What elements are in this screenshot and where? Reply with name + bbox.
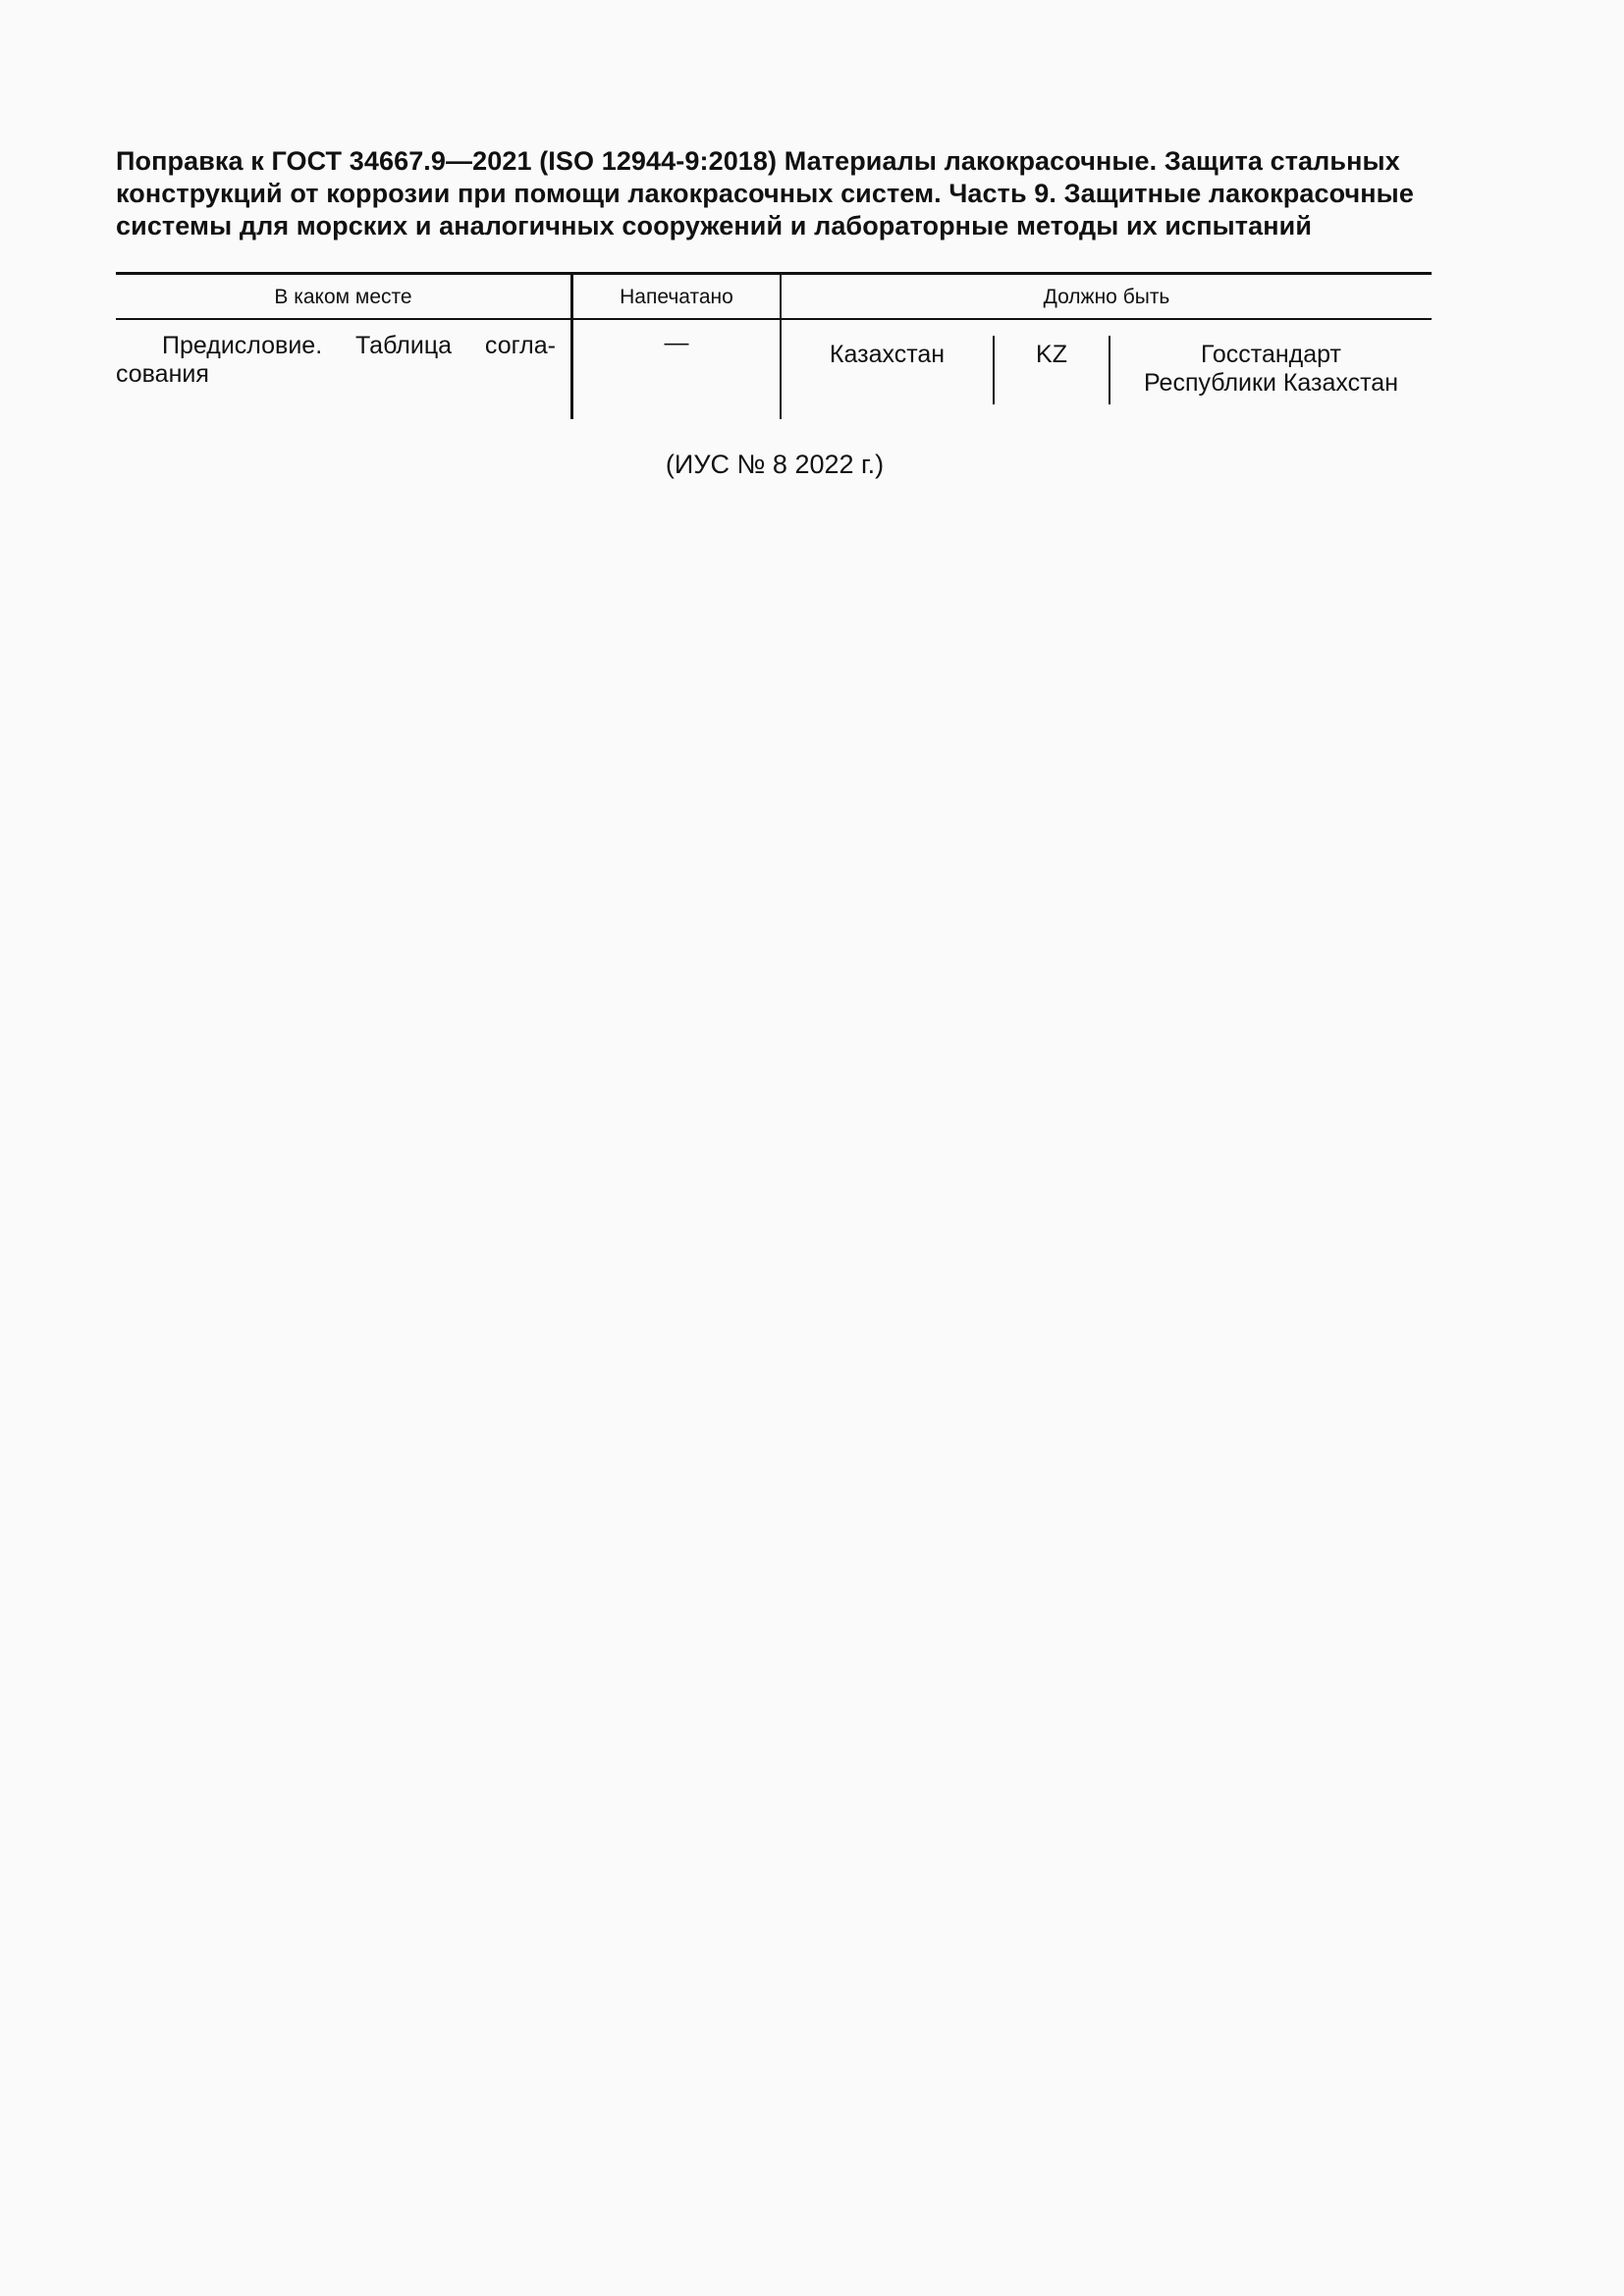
table-header-rule <box>116 318 1432 320</box>
cell-place: Предисловие. Таблица согласования <box>116 332 556 388</box>
header-should-be: Должно быть <box>1043 286 1170 308</box>
cell-standards-body <box>1110 341 1432 398</box>
cell-printed: — <box>664 329 689 356</box>
header-printed: Напечатано <box>620 286 733 308</box>
table-top-rule <box>116 272 1432 275</box>
cell-country: Казахстан <box>829 341 946 368</box>
header-place: В каком месте <box>274 286 412 308</box>
cell-country-code: KZ <box>1036 341 1067 368</box>
source-reference: (ИУС № 8 2022 г.) <box>665 450 885 479</box>
amendment-table <box>116 272 1432 419</box>
standards-body-line-2: Республики Казахстан <box>1143 369 1399 397</box>
amendment-title: Поправка к ГОСТ 34667.9—2021 (ISO 12944-9:2018) Материалы лакокрасочные. Защита стальных конструкций от коррозии при помощи лакокрасочных систем. Часть 9. Защитные лакокрасочные системы для морских и аналогичных сооружений и лабораторные методы их испытаний <box>116 146 1414 240</box>
standards-body-line-1: Госстандарт <box>1201 341 1341 368</box>
